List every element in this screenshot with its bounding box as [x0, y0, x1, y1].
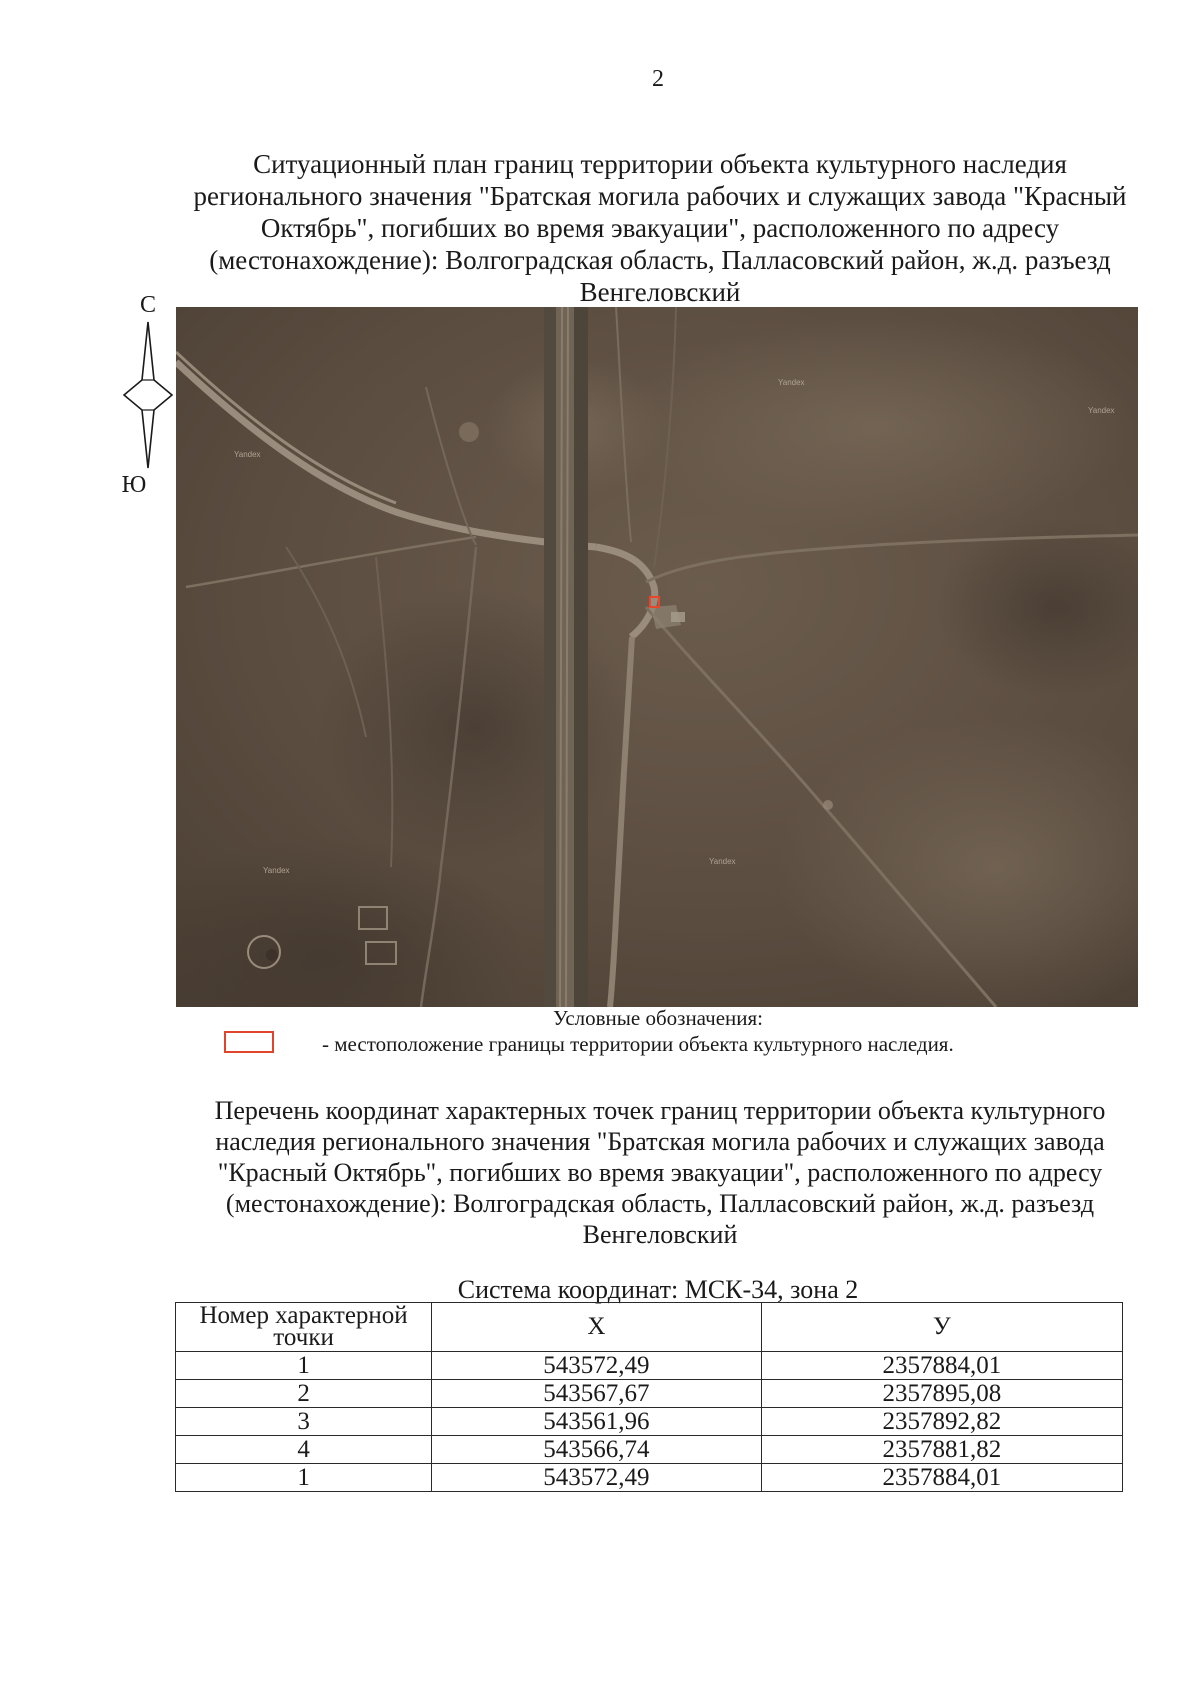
- cell-y: 2357884,01: [761, 1352, 1122, 1380]
- cell-point-number: 1: [176, 1464, 432, 1492]
- map-watermark: Yandex: [709, 857, 736, 866]
- header-point-number: Номер характерной точки: [176, 1303, 432, 1352]
- cell-x: 543572,49: [432, 1464, 761, 1492]
- header-x: X: [432, 1303, 761, 1352]
- map-watermark: Yandex: [234, 450, 261, 459]
- table-row: [176, 1408, 1123, 1436]
- cell-y: 2357881,82: [761, 1436, 1122, 1464]
- cell-x: 543566,74: [432, 1436, 761, 1464]
- cell-y: 2357884,01: [761, 1464, 1122, 1492]
- table-row: [176, 1464, 1123, 1492]
- header-y: У: [761, 1303, 1122, 1352]
- table-row: [176, 1380, 1123, 1408]
- north-arrow: [118, 292, 178, 504]
- cell-y: 2357895,08: [761, 1380, 1122, 1408]
- cell-point-number: 1: [176, 1352, 432, 1380]
- cell-point-number: 2: [176, 1380, 432, 1408]
- legend-item-text: - местоположение границы территории объекта культурного наследия.: [322, 1032, 954, 1056]
- table-row: [176, 1436, 1123, 1464]
- table-row: [176, 1352, 1123, 1380]
- coordinate-system-label: Система координат: МСК-34, зона 2: [457, 1275, 859, 1304]
- map-watermark: Yandex: [778, 378, 805, 387]
- compass-arrow-icon: [118, 320, 178, 480]
- cell-x: 543572,49: [432, 1352, 761, 1380]
- cell-point-number: 4: [176, 1436, 432, 1464]
- map-watermark: Yandex: [263, 866, 290, 875]
- legend-boundary-swatch: [224, 1031, 274, 1053]
- cell-y: 2357892,82: [761, 1408, 1122, 1436]
- page-number: 2: [652, 66, 664, 92]
- satellite-map: [176, 307, 1138, 1007]
- plan-title: Ситуационный план границ территории объекта культурного наследия регионального значения "Братская могила рабочих и служащих завода "Красный Октябрь", погибших во время эвакуации", расположенного по адресу (местонахождение): Волгоградская область, Палласовский район, ж.д. разъезд Венгеловский: [193, 149, 1127, 307]
- map-watermark: Yandex: [1088, 406, 1115, 415]
- satellite-map-image: [176, 307, 1138, 1007]
- south-label: Ю: [121, 472, 147, 498]
- cell-x: 543561,96: [432, 1408, 761, 1436]
- cell-x: 543567,67: [432, 1380, 761, 1408]
- legend-title: Условные обозначения:: [552, 1006, 764, 1030]
- north-label: С: [139, 292, 156, 318]
- table-header-row: [176, 1303, 1123, 1352]
- coordinates-title: Перечень координат характерных точек границ территории объекта культурного наследия регионального значения "Братская могила рабочих и служащих завода "Красный Октябрь", погибших во время эвакуации", расположенного по адресу (местонахождение): Волгоградская область, Палласовский район, ж.д. разъезд Венгеловский: [214, 1096, 1106, 1249]
- coordinates-table: [175, 1302, 1123, 1492]
- cell-point-number: 3: [176, 1408, 432, 1436]
